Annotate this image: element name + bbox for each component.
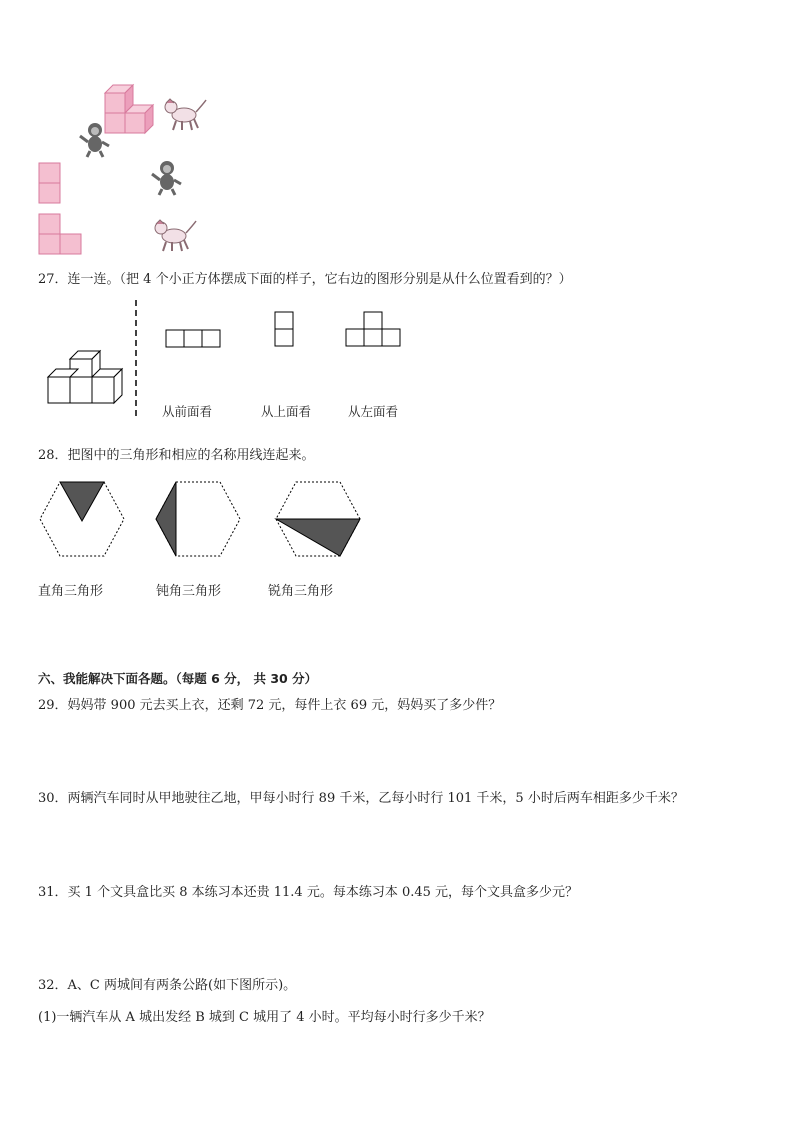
monkey-icon [78,122,112,158]
dog-icon [150,218,198,254]
pink-view-l-shape [38,213,84,255]
section-6-title: 六、我能解决下面各题。（每题 6 分， 共 30 分） [38,671,318,686]
question-32-part-1: (1)一辆汽车从 A 城出发经 B 城到 C 城用了 4 小时。平均每小时行多少千米？ [38,1010,491,1025]
question-27: 27．连一连。（把 4 个小正方体摆成下面的样子，它右边的图形分别是从什么位置看到的？） [38,272,572,287]
hexagon-right-triangle [38,480,126,558]
view-row-three [165,329,223,349]
label-left-view: 从左面看 [348,404,399,419]
question-29: 29．妈妈带 900 元去买上衣，还剩 72 元，每件上衣 69 元，妈妈买了多少件？ [38,698,502,713]
label-top-view: 从上面看 [261,404,312,419]
question-31: 31．买 1 个文具盒比买 8 本练习本还贵 11.4 元。每本练习本 0.45 元，每个文具盒多少元？ [38,885,579,900]
label-front-view: 从前面看 [162,404,213,419]
q27-cube-stack [44,347,126,407]
name-right-triangle: 直角三角形 [38,584,104,599]
question-32: 32．A、C 两城间有两条公路(如下图所示)。 [38,978,297,993]
monkey-icon [150,160,184,196]
name-obtuse-triangle: 钝角三角形 [156,584,222,599]
name-acute-triangle: 锐角三角形 [268,584,334,599]
question-28: 28．把图中的三角形和相应的名称用线连起来。 [38,448,315,463]
question-30: 30．两辆汽车同时从甲地驶往乙地，甲每小时行 89 千米，乙每小时行 101 千米，5 小时后两车相距多少千米？ [38,791,684,806]
hexagon-acute-triangle [274,480,362,558]
dashed-divider [134,300,138,420]
pink-view-column [38,162,62,204]
dog-icon [160,97,208,133]
view-column-two [274,311,296,349]
hexagon-obtuse-triangle [154,480,242,558]
view-t-shape [345,311,403,349]
